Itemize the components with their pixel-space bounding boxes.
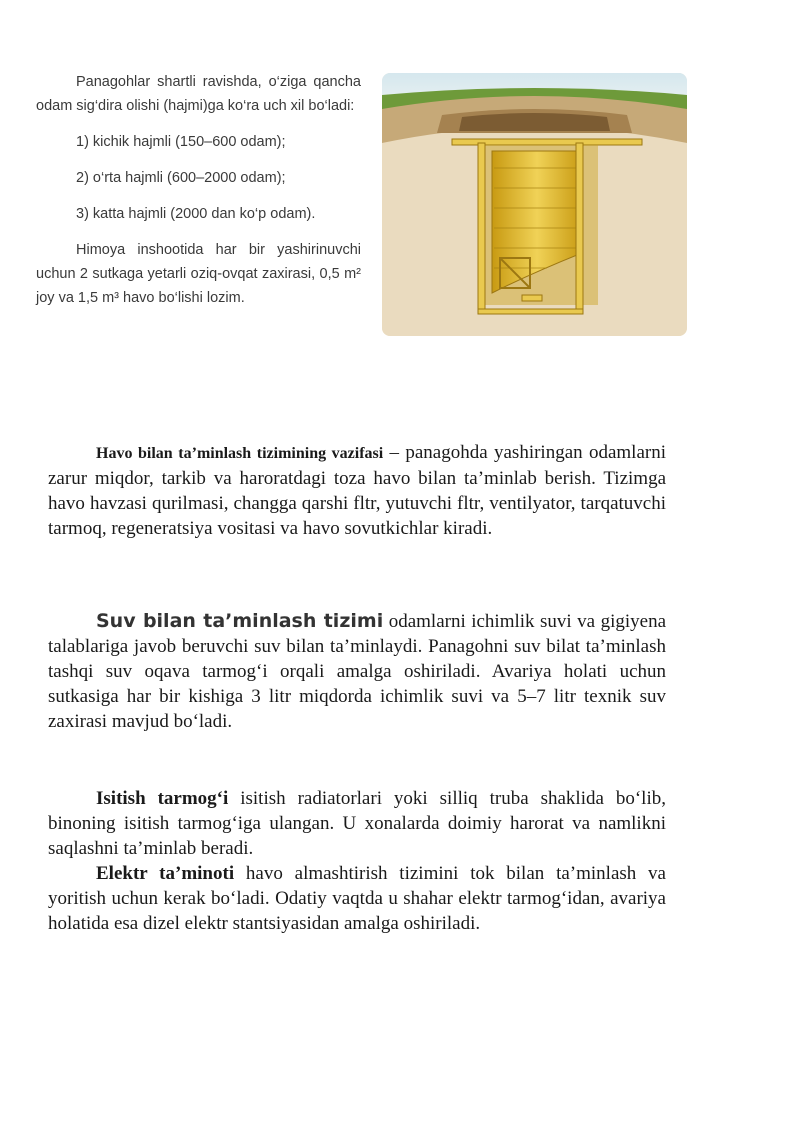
shelter-illustration-svg [382, 73, 687, 336]
intro-paragraph: Panagohlar shartli ravishda, o‘ziga qancha odam sig‘dira olishi (hajmi)ga ko‘ra uch xil bo‘ladi: [36, 74, 361, 114]
list-item: 2) o‘rta hajmli (600–2000 odam); [76, 170, 286, 186]
section-term: Havo bilan ta’minlash tizimining vazifasi [96, 445, 384, 462]
section-text: isitish radiatorlari yoki silliq truba shaklida bo‘lib, binoning isitish tarmog‘iga ulangan. U xonalarda doimiy harorat va namlikni saqlashni ta’minlab beradi. [48, 788, 666, 859]
section-term: Isitish tarmog‘i [96, 788, 229, 809]
section-text: havo almashtirish tizimini tok bilan ta’minlash va yoritish uchun kerak bo‘ladi. Odatiy vaqtda u shahar elektr tarmog‘idan, avariya holatida esa dizel elektr stantsiyasidan amalga oshiriladi. [48, 863, 666, 934]
shelter-illustration [382, 73, 687, 336]
list-item: 3) katta hajmli (2000 dan ko‘p odam). [76, 206, 316, 222]
air-supply-section [48, 440, 666, 541]
section-term: Suv bilan ta’minlash tizimi [96, 610, 384, 632]
section-text: – panagohda yashiringan odamlarni zarur miqdor, tarkib va haroratdagi toza havo bilan ta’minlab berish. Tizimga havo havzasi qurilmasi, changga qarshi fltr, yutuvchi fltr, ventilyator, tarqatuvchi tarmoq, regeneratsiya vositasi va havo sovutkichlar kiradi. [48, 442, 666, 539]
intro-block [36, 70, 361, 310]
supply-paragraph: Himoya inshootida har bir yashirinuvchi uchun 2 sutkaga yetarli oziq-ovqat zaxirasi, 0,5 m² joy va 1,5 m³ havo bo‘lishi lozim. [36, 242, 361, 306]
section-text: odamlarni ichimlik suvi va gigiyena talablariga javob beruvchi suv bilan ta’minlaydi. Panagohni suv bilat ta’minlash tashqi suv oqava tarmog‘i orqali amalga oshiriladi. Avariya holati uchun sutkasiga har bir kishiga 3 litr miqdorda ichimlik suvi va 5–7 litr texnik suv zaxirasi mavjud bo‘ladi. [48, 611, 666, 732]
water-supply-section [48, 609, 666, 734]
list-item: 1) kichik hajmli (150–600 odam); [76, 134, 286, 150]
heating-electric-section [48, 786, 666, 936]
section-term: Elektr ta’minoti [96, 863, 235, 884]
